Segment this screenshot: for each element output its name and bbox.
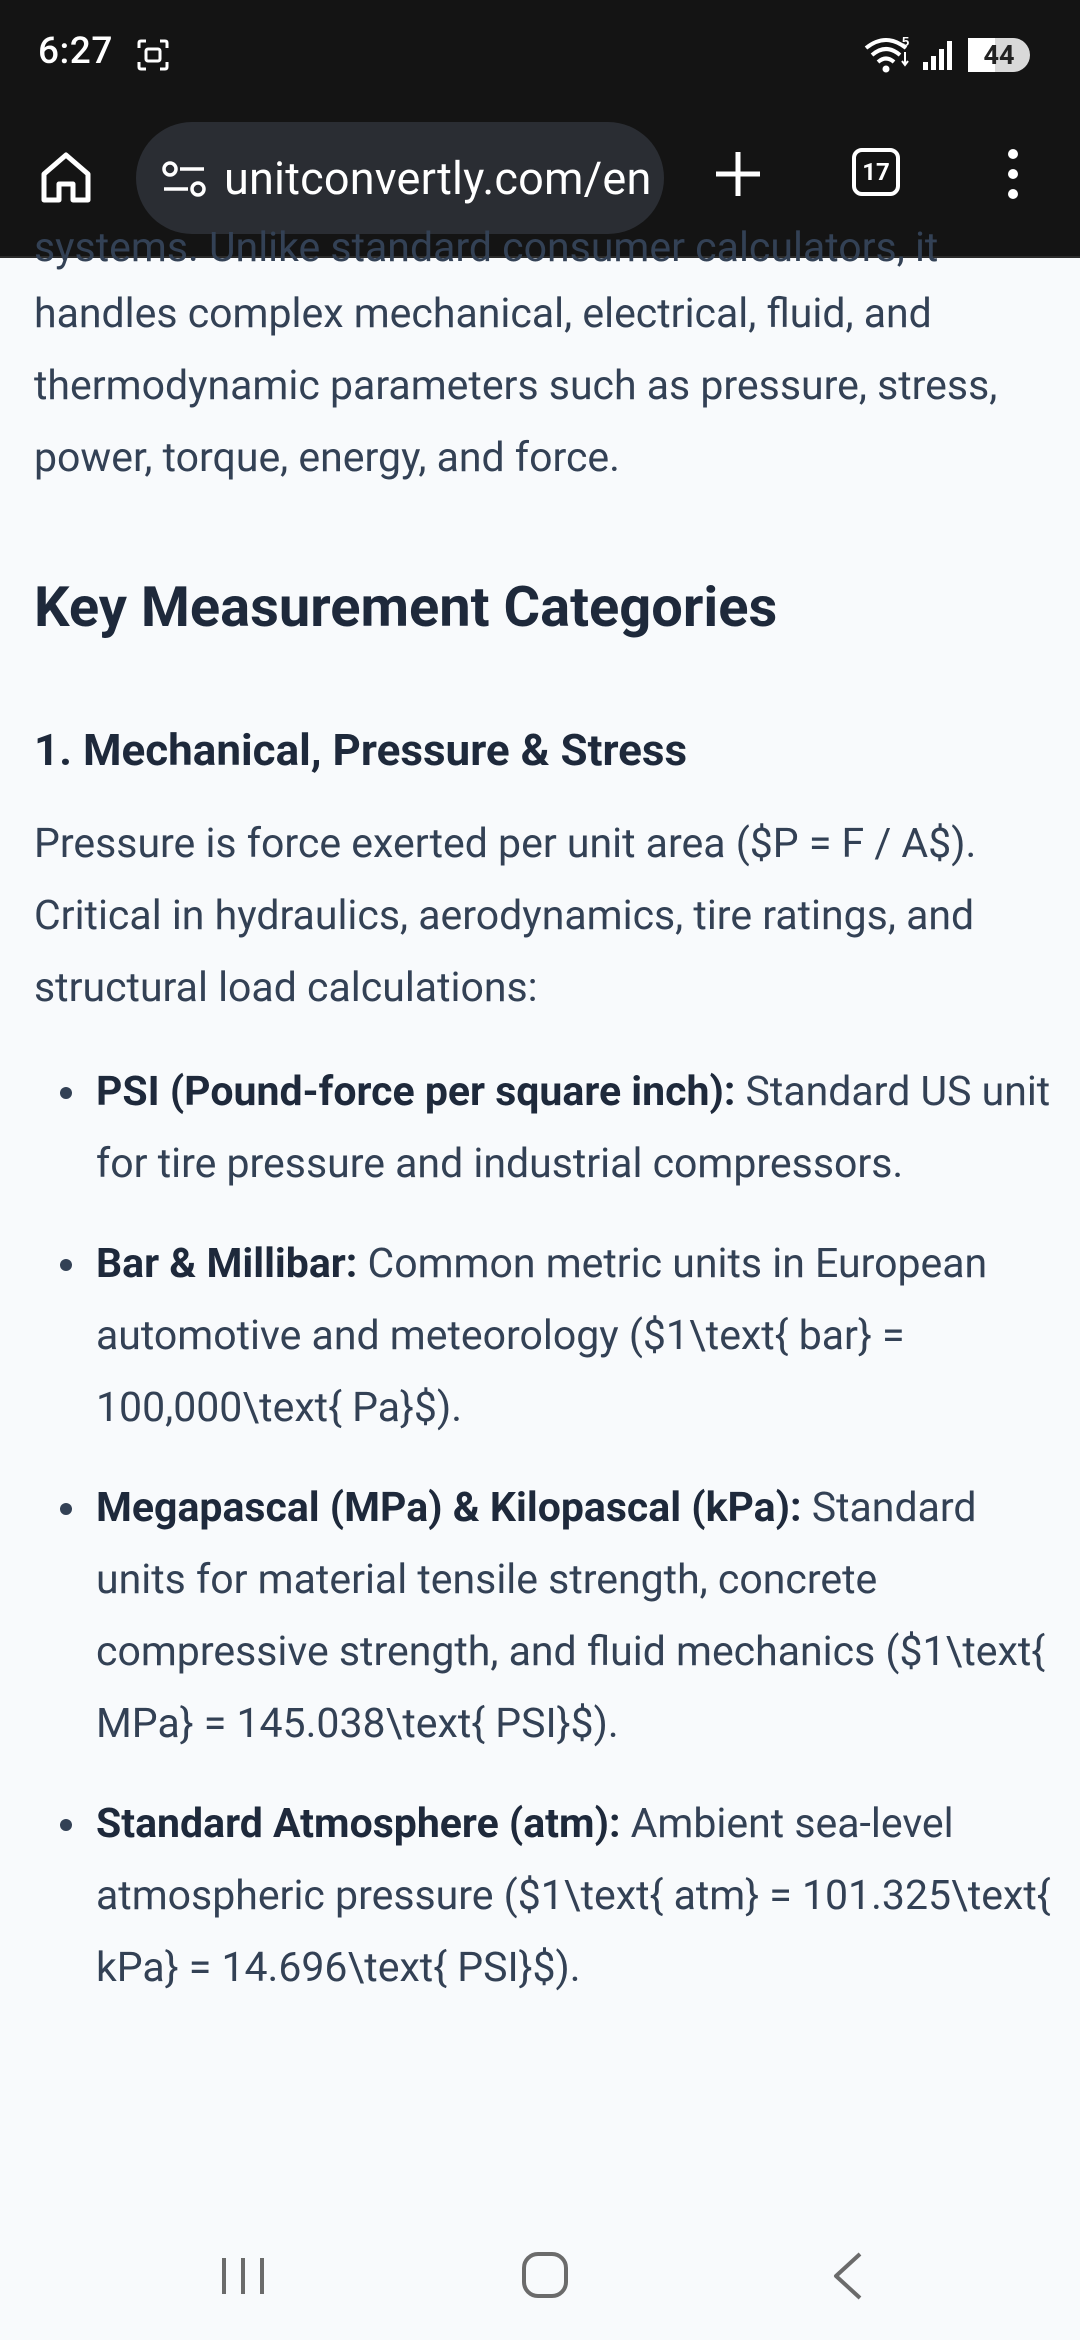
status-bar <box>0 0 1080 108</box>
item-term: Megapascal (MPa) & Kilopascal (kPa): <box>96 1484 802 1532</box>
bullet-icon <box>60 1503 72 1515</box>
recents-icon[interactable] <box>218 2252 268 2300</box>
item-term: Standard Atmosphere (atm): <box>96 1800 621 1848</box>
system-nav-bar <box>0 2236 1080 2340</box>
tabs-icon[interactable]: 17 <box>852 148 900 196</box>
item-term: PSI (Pound-force per square inch): <box>96 1068 736 1116</box>
list-item <box>0 1788 1080 2004</box>
plus-icon[interactable] <box>712 148 764 200</box>
site-info-icon[interactable] <box>160 158 208 200</box>
item-term: Bar & Millibar: <box>96 1240 358 1288</box>
more-vert-icon[interactable] <box>998 146 1028 202</box>
home-icon[interactable] <box>36 148 96 208</box>
item-description: Common metric units in European automotive and meteorology ($1\text{ bar} = 100,000\text{ Pa}$). <box>96 1240 988 1432</box>
svg-text:5: 5 <box>902 34 910 49</box>
list-item <box>0 1228 1080 1444</box>
bullet-icon <box>60 1087 72 1099</box>
pressure-paragraph: Pressure is force exerted per unit area ($P = F / A$). Critical in hydraulics, aerodynamics, tire ratings, and structural load calculations: <box>34 820 977 1012</box>
url-text[interactable]: unitconvertly.com/en <box>224 152 652 205</box>
unit-list <box>0 1056 1080 2032</box>
battery-icon <box>968 38 1030 72</box>
screenshot-icon <box>136 38 170 72</box>
back-icon[interactable] <box>828 2250 868 2302</box>
partial-line: systems. Unlike standard consumer calculators, it <box>34 224 939 272</box>
list-item <box>0 1056 1080 1200</box>
battery-percent: 44 <box>983 39 1015 71</box>
article-content <box>0 224 1080 2236</box>
signal-icon <box>922 38 958 72</box>
home-nav-icon[interactable] <box>520 2250 570 2300</box>
bullet-icon <box>60 1259 72 1271</box>
intro-paragraph: handles complex mechanical, electrical, fluid, and thermodynamic parameters such as pressure, stress, power, torque, energy, and force. <box>34 290 998 482</box>
section-heading: Key Measurement Categories <box>34 574 778 640</box>
item-description: Standard units for material tensile strength, concrete compressive strength, and fluid mechanics ($1\text{ MPa} = 145.038\text{ PSI}$). <box>96 1484 1046 1748</box>
item-description: Standard US unit for tire pressure and industrial compressors. <box>96 1068 1051 1188</box>
list-item <box>0 1472 1080 1760</box>
item-description: Ambient sea-level atmospheric pressure ($1\text{ atm} = 101.325\text{ kPa} = 14.696\text{ PSI}$). <box>96 1800 1051 1992</box>
subheading: 1. Mechanical, Pressure & Stress <box>34 724 688 776</box>
wifi-icon <box>864 34 912 74</box>
bullet-icon <box>60 1819 72 1831</box>
status-time: 6:27 <box>38 30 113 73</box>
